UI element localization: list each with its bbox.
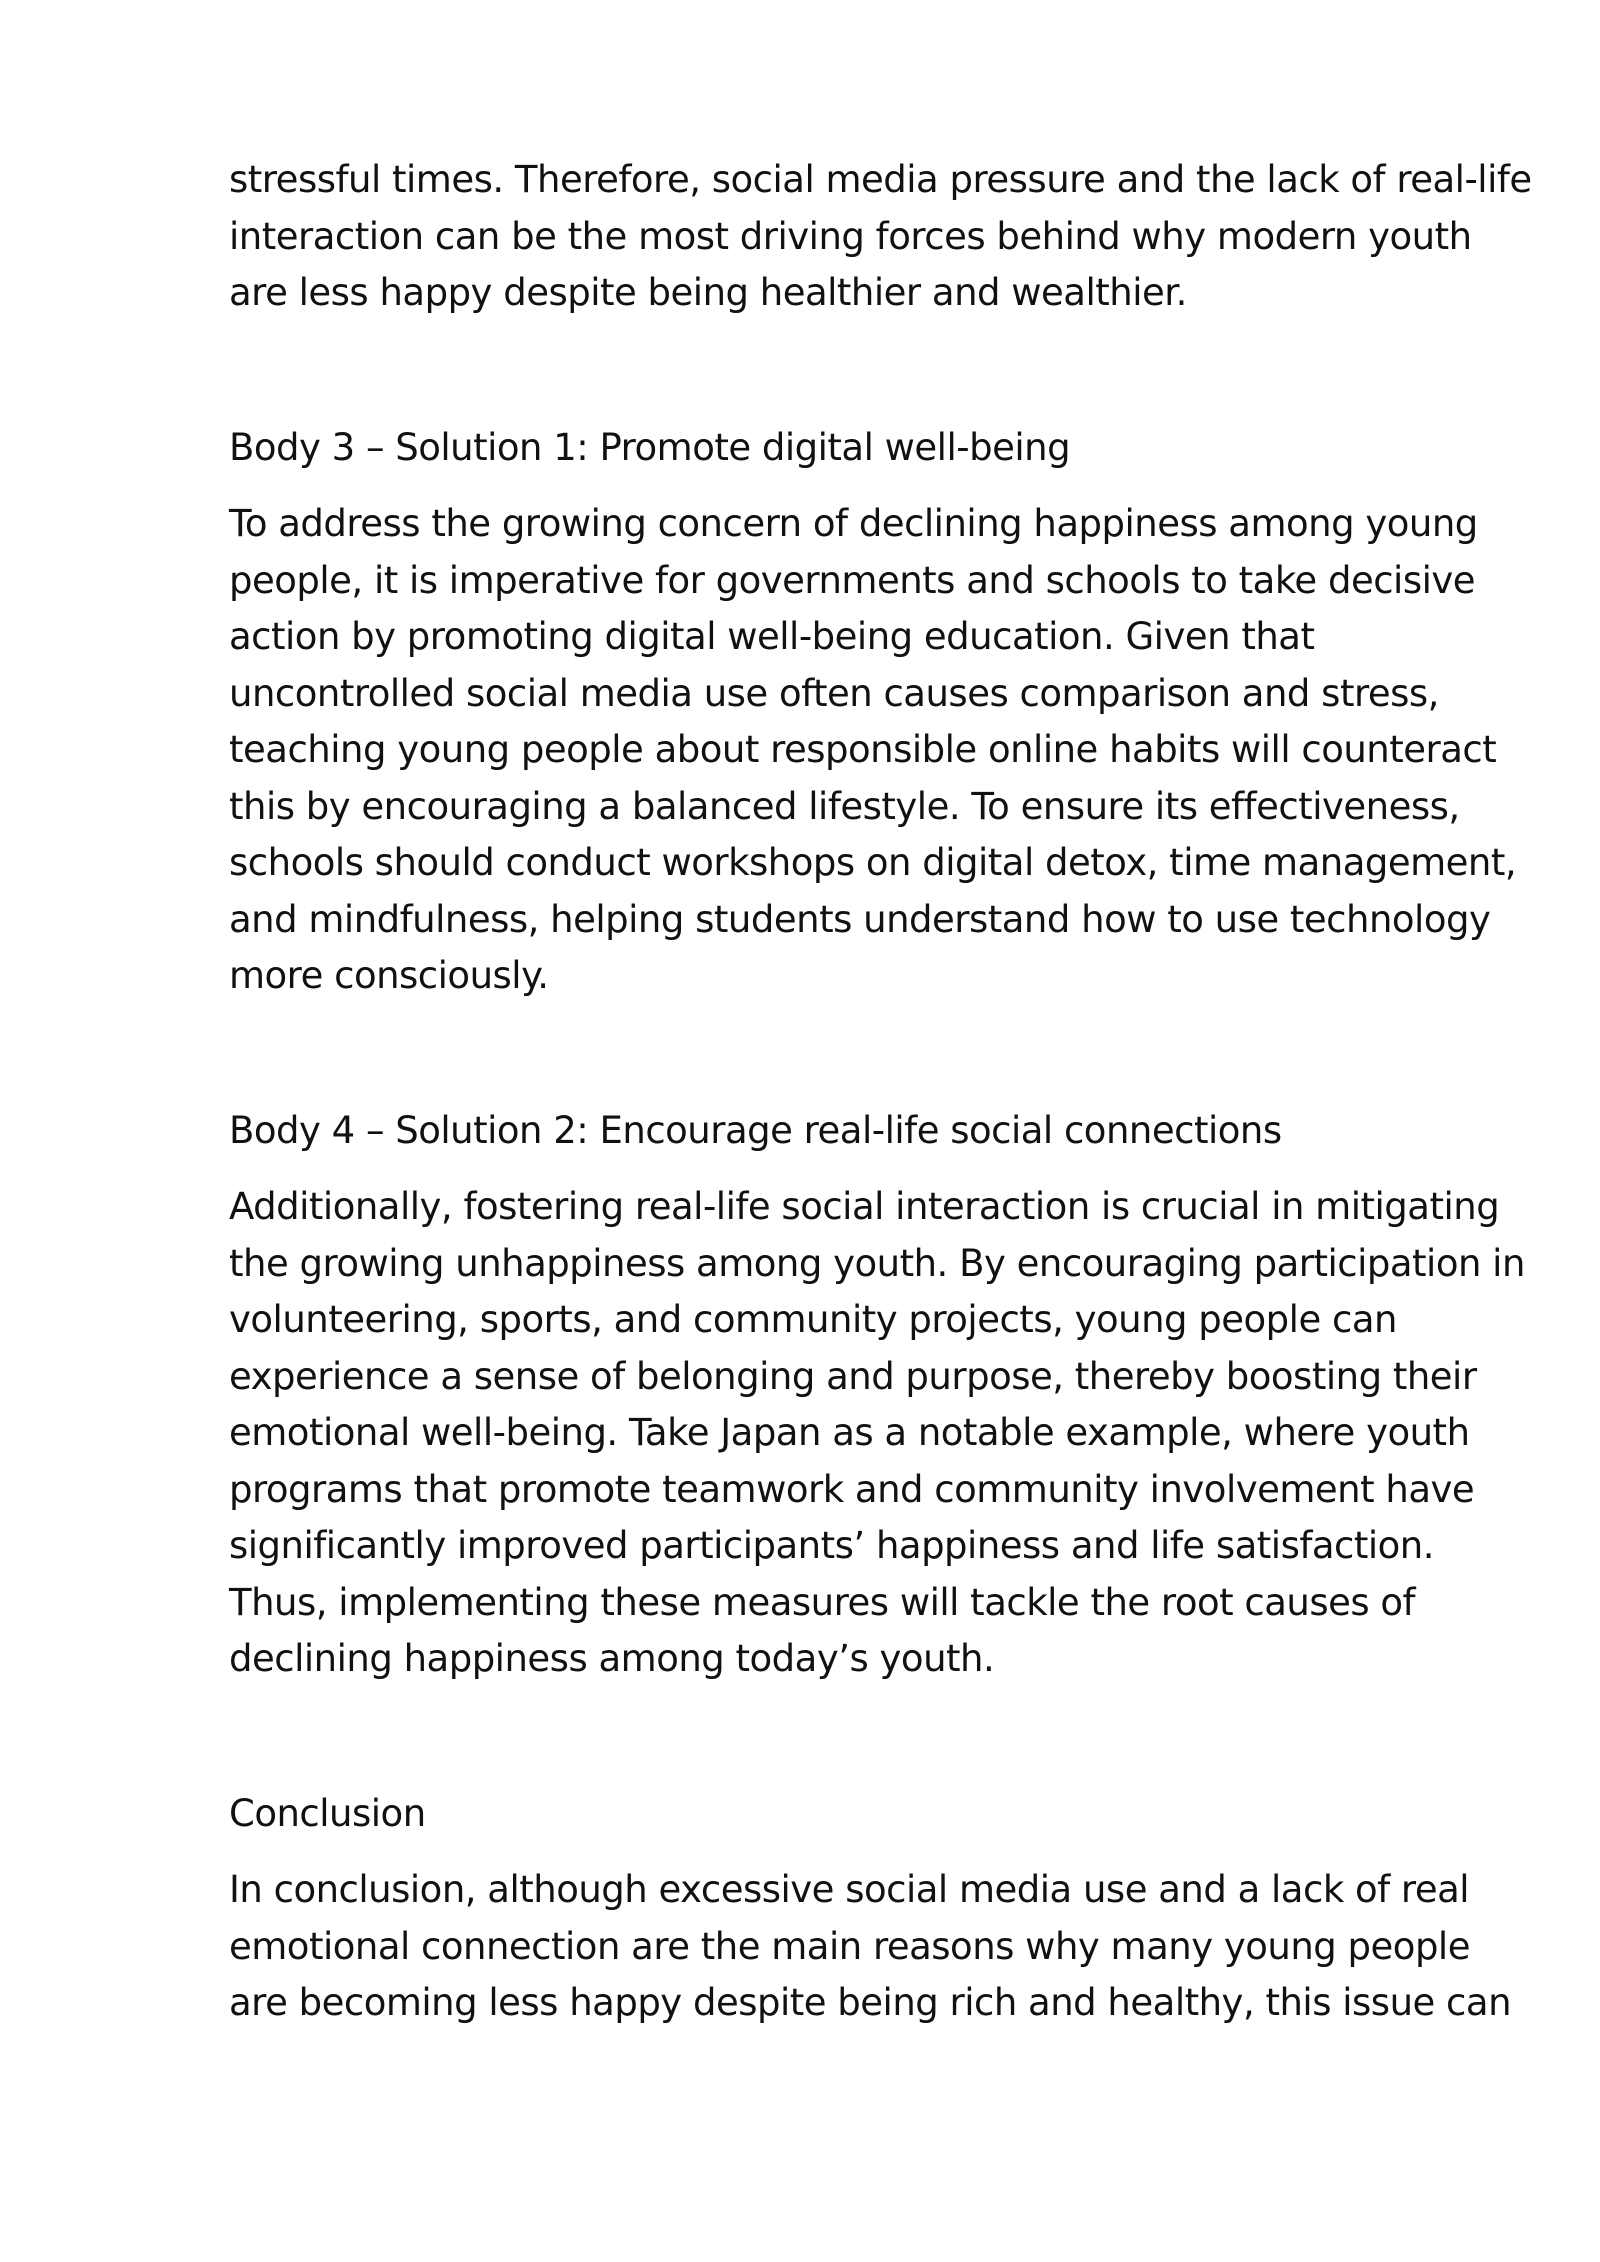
paragraph-line: schools should conduct workshops on digital detox, time management,	[229, 841, 1517, 884]
section-heading-body-3: Body 3 – Solution 1: Promote digital well-being	[229, 425, 1071, 469]
section-heading-body-4: Body 4 – Solution 2: Encourage real-life social connections	[229, 1108, 1282, 1152]
paragraph-line: action by promoting digital well-being education. Given that	[229, 615, 1315, 658]
paragraph-line: people, it is imperative for governments and schools to take decisive	[229, 558, 1476, 602]
spacer	[229, 1688, 1509, 1786]
paragraph-line: Thus, implementing these measures will tackle the root causes of	[229, 1580, 1416, 1624]
document-body	[229, 152, 1532, 2032]
paragraph-line: teaching young people about responsible online habits will counteract	[229, 728, 1497, 771]
paragraph-line: declining happiness among today’s youth.	[229, 1637, 995, 1680]
paragraph-line: are becoming less happy despite being rich and healthy, this issue can	[229, 1981, 1512, 2024]
paragraph-line: more consciously.	[229, 954, 549, 997]
paragraph-line: emotional connection are the main reasons why many young people	[229, 1924, 1470, 1968]
spacer	[229, 1842, 1509, 1862]
paragraph-line: significantly improved participants’ happiness and life satisfaction.	[229, 1524, 1435, 1567]
body-3-paragraph	[229, 496, 1517, 1005]
paragraph-line: interaction can be the most driving forces behind why modern youth	[229, 214, 1472, 258]
paragraph-line: emotional well-being. Take Japan as a notable example, where youth	[229, 1411, 1470, 1454]
spacer	[229, 322, 1509, 420]
paragraph-line: the growing unhappiness among youth. By encouraging participation in	[229, 1241, 1525, 1285]
paragraph-line: this by encouraging a balanced lifestyle. To ensure its effectiveness,	[229, 784, 1460, 828]
paragraph-line: programs that promote teamwork and community involvement have	[229, 1467, 1475, 1511]
section-heading-conclusion: Conclusion	[229, 1791, 426, 1835]
body-4-paragraph	[229, 1179, 1525, 1688]
paragraph-line: and mindfulness, helping students understand how to use technology	[229, 897, 1491, 941]
paragraph-line: In conclusion, although excessive social media use and a lack of real	[229, 1868, 1470, 1911]
paragraph-line: To address the growing concern of declining happiness among young	[229, 502, 1478, 545]
paragraph-line: experience a sense of belonging and purpose, thereby boosting their	[229, 1354, 1477, 1398]
paragraph-line: are less happy despite being healthier and wealthier.	[229, 271, 1187, 314]
spacer	[229, 1159, 1509, 1179]
paragraph-line: Additionally, fostering real-life social interaction is crucial in mitigating	[229, 1185, 1500, 1228]
continuation-paragraph	[229, 152, 1532, 322]
spacer	[229, 1005, 1509, 1103]
conclusion-paragraph	[229, 1862, 1512, 2032]
paragraph-line: uncontrolled social media use often causes comparison and stress,	[229, 671, 1439, 715]
paragraph-line: stressful times. Therefore, social media pressure and the lack of real-life	[229, 158, 1532, 201]
spacer	[229, 476, 1509, 496]
paragraph-line: volunteering, sports, and community projects, young people can	[229, 1298, 1397, 1341]
